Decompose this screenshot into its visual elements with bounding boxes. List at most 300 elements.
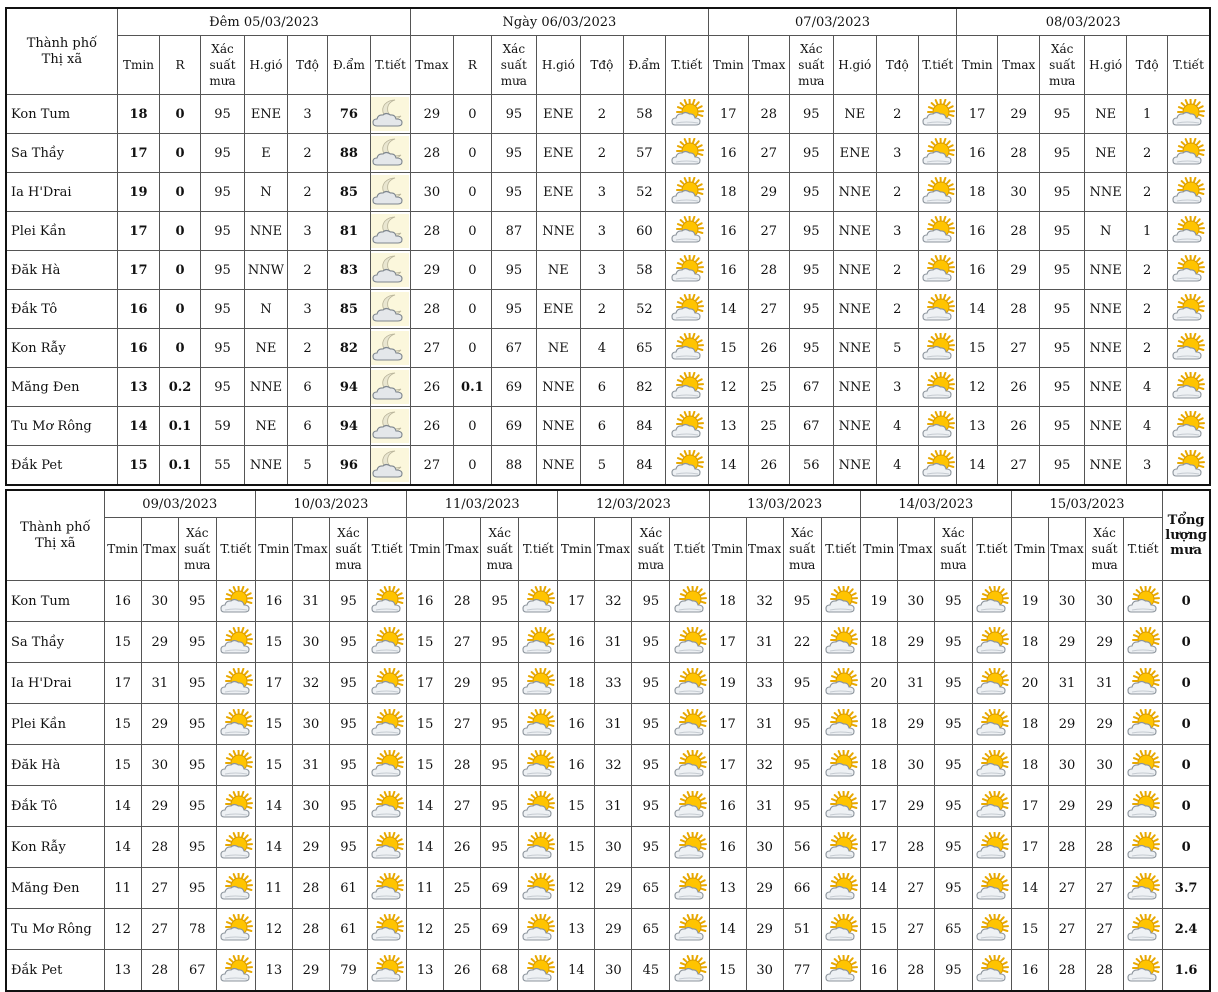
sun-cloud-icon bbox=[822, 750, 860, 780]
value-cell: 15 bbox=[957, 329, 997, 368]
moon-cloud-icon bbox=[371, 175, 410, 209]
value-cell: 15 bbox=[104, 745, 141, 786]
weather-icon-cell bbox=[368, 745, 407, 786]
value-cell: 2 bbox=[287, 173, 327, 212]
value-cell: 30 bbox=[897, 745, 934, 786]
value-cell: 16 bbox=[708, 134, 748, 173]
value-cell: 30 bbox=[1086, 745, 1124, 786]
value-cell: 32 bbox=[595, 745, 632, 786]
value-cell: 30 bbox=[1049, 581, 1086, 622]
value-cell: 2 bbox=[287, 134, 327, 173]
value-cell: 0 bbox=[453, 173, 491, 212]
value-cell: 29 bbox=[746, 868, 783, 909]
value-cell: 95 bbox=[934, 581, 972, 622]
value-cell: 95 bbox=[783, 786, 821, 827]
weather-icon-cell bbox=[919, 212, 957, 251]
moon-cloud-icon bbox=[371, 214, 410, 248]
sun-cloud-icon bbox=[822, 955, 860, 985]
value-cell: 14 bbox=[708, 290, 748, 329]
sun-cloud-icon bbox=[822, 668, 860, 698]
value-cell: 12 bbox=[708, 368, 748, 407]
sun-cloud-icon bbox=[519, 914, 557, 944]
city-column-header-line: Thành phố bbox=[20, 520, 90, 535]
value-cell: 67 bbox=[789, 407, 834, 446]
value-cell: 19 bbox=[117, 173, 159, 212]
value-cell: 17 bbox=[255, 663, 292, 704]
city-name: Plei Kần bbox=[6, 212, 117, 251]
city-name: Đắk Pet bbox=[6, 446, 117, 486]
value-cell: 12 bbox=[255, 909, 292, 950]
value-cell: 14 bbox=[558, 950, 595, 992]
value-cell: 31 bbox=[595, 704, 632, 745]
sun-cloud-icon bbox=[919, 411, 956, 441]
sun-cloud-icon bbox=[1124, 914, 1162, 944]
sun-cloud-icon bbox=[973, 750, 1011, 780]
value-cell: 16 bbox=[558, 704, 595, 745]
value-cell: 19 bbox=[860, 581, 897, 622]
column-header: Tđộ bbox=[1127, 36, 1167, 95]
value-cell: 26 bbox=[411, 407, 453, 446]
value-cell: 31 bbox=[292, 745, 329, 786]
weather-icon-cell bbox=[1167, 212, 1210, 251]
value-cell: 16 bbox=[117, 329, 159, 368]
value-cell: 58 bbox=[623, 251, 665, 290]
sun-cloud-icon bbox=[519, 750, 557, 780]
value-cell: 95 bbox=[492, 134, 537, 173]
sun-cloud-icon bbox=[519, 668, 557, 698]
value-cell: 95 bbox=[783, 745, 821, 786]
city-name: Tu Mơ Rông bbox=[6, 909, 104, 950]
sun-cloud-icon bbox=[1168, 372, 1209, 402]
weather-icon-cell bbox=[666, 251, 709, 290]
value-cell: 95 bbox=[178, 581, 216, 622]
value-cell: 31 bbox=[897, 663, 934, 704]
column-header: Xác suất mưa bbox=[789, 36, 834, 95]
value-cell: 95 bbox=[492, 290, 537, 329]
column-header: Xác suất mưa bbox=[632, 518, 670, 581]
value-cell: 65 bbox=[934, 909, 972, 950]
value-cell: 82 bbox=[623, 368, 665, 407]
sun-cloud-icon bbox=[1124, 832, 1162, 862]
sun-cloud-icon bbox=[666, 99, 708, 129]
value-cell: 95 bbox=[200, 368, 245, 407]
weather-icon-cell bbox=[1167, 446, 1210, 486]
value-cell: 0.1 bbox=[453, 368, 491, 407]
value-cell: 95 bbox=[934, 950, 972, 992]
value-cell: 16 bbox=[104, 581, 141, 622]
value-cell: NNE bbox=[834, 407, 876, 446]
value-cell: 95 bbox=[178, 622, 216, 663]
value-cell: 27 bbox=[749, 134, 789, 173]
weather-icon-cell bbox=[670, 581, 709, 622]
value-cell: 61 bbox=[329, 868, 367, 909]
value-cell: 11 bbox=[104, 868, 141, 909]
value-cell: 6 bbox=[581, 407, 623, 446]
city-name: Plei Kần bbox=[6, 704, 104, 745]
sun-cloud-icon bbox=[1168, 255, 1209, 285]
value-cell: 16 bbox=[708, 212, 748, 251]
value-cell: NNE bbox=[834, 251, 876, 290]
value-cell: 95 bbox=[178, 704, 216, 745]
value-cell: 32 bbox=[292, 663, 329, 704]
value-cell: 2 bbox=[876, 290, 918, 329]
sun-cloud-icon bbox=[666, 333, 708, 363]
weather-icon-cell bbox=[821, 622, 860, 663]
value-cell: 29 bbox=[141, 622, 178, 663]
weather-icon-cell bbox=[821, 745, 860, 786]
sun-cloud-icon bbox=[1124, 873, 1162, 903]
value-cell: NNE bbox=[1084, 407, 1126, 446]
city-column-header-line: Thành phố bbox=[27, 36, 97, 51]
value-cell: 30 bbox=[746, 950, 783, 992]
value-cell: 28 bbox=[444, 745, 481, 786]
value-cell: 67 bbox=[789, 368, 834, 407]
value-cell: 32 bbox=[746, 745, 783, 786]
value-cell: 95 bbox=[632, 786, 670, 827]
value-cell: 0 bbox=[160, 251, 200, 290]
value-cell: 22 bbox=[783, 622, 821, 663]
value-cell: 59 bbox=[200, 407, 245, 446]
date-group-header: 13/03/2023 bbox=[709, 490, 860, 518]
city-name: Đăk Hà bbox=[6, 745, 104, 786]
total-rain-value: 2.4 bbox=[1163, 909, 1210, 950]
sun-cloud-icon bbox=[217, 668, 255, 698]
value-cell: 28 bbox=[1049, 827, 1086, 868]
value-cell: 0 bbox=[160, 290, 200, 329]
value-cell: 29 bbox=[444, 663, 481, 704]
value-cell: 55 bbox=[200, 446, 245, 486]
column-header: Tmin bbox=[558, 518, 595, 581]
table-row bbox=[6, 786, 1210, 827]
value-cell: 95 bbox=[329, 786, 367, 827]
value-cell: 3 bbox=[876, 134, 918, 173]
value-cell: 85 bbox=[328, 173, 370, 212]
value-cell: 95 bbox=[934, 745, 972, 786]
forecast-table-short-term bbox=[5, 7, 1211, 486]
weather-icon-cell bbox=[519, 663, 558, 704]
value-cell: 0 bbox=[160, 95, 200, 134]
weather-icon-cell bbox=[670, 786, 709, 827]
total-rain-value: 0 bbox=[1163, 622, 1210, 663]
value-cell: 28 bbox=[411, 212, 453, 251]
column-header: T.tiết bbox=[670, 518, 709, 581]
value-cell: 16 bbox=[957, 251, 997, 290]
value-cell: NNE bbox=[1084, 251, 1126, 290]
value-cell: NE bbox=[536, 251, 581, 290]
value-cell: 13 bbox=[709, 868, 746, 909]
value-cell: 28 bbox=[997, 290, 1039, 329]
value-cell: 95 bbox=[200, 329, 245, 368]
value-cell: 95 bbox=[481, 704, 519, 745]
value-cell: 95 bbox=[200, 251, 245, 290]
weather-icon-cell bbox=[519, 622, 558, 663]
value-cell: 56 bbox=[789, 446, 834, 486]
value-cell: 17 bbox=[558, 581, 595, 622]
city-name: Kon Tum bbox=[6, 581, 104, 622]
value-cell: 95 bbox=[789, 173, 834, 212]
sun-cloud-icon bbox=[822, 627, 860, 657]
value-cell: 95 bbox=[632, 581, 670, 622]
value-cell: N bbox=[245, 290, 287, 329]
sun-cloud-icon bbox=[919, 294, 956, 324]
sun-cloud-icon bbox=[1124, 955, 1162, 985]
value-cell: 28 bbox=[1086, 950, 1124, 992]
value-cell: 18 bbox=[1011, 622, 1048, 663]
value-cell: 16 bbox=[117, 290, 159, 329]
value-cell: 95 bbox=[789, 290, 834, 329]
value-cell: 16 bbox=[558, 622, 595, 663]
weather-icon-cell bbox=[972, 868, 1011, 909]
value-cell: 83 bbox=[328, 251, 370, 290]
value-cell: 27 bbox=[1049, 909, 1086, 950]
value-cell: 20 bbox=[1011, 663, 1048, 704]
value-cell: 95 bbox=[1040, 368, 1085, 407]
value-cell: 30 bbox=[292, 704, 329, 745]
value-cell: 0 bbox=[453, 290, 491, 329]
weather-icon-cell bbox=[1124, 827, 1163, 868]
value-cell: 15 bbox=[104, 622, 141, 663]
value-cell: 2 bbox=[1127, 329, 1167, 368]
weather-icon-cell bbox=[370, 329, 410, 368]
city-name: Đắk Tô bbox=[6, 786, 104, 827]
weather-icon-cell bbox=[821, 663, 860, 704]
column-header: Xác suất mưa bbox=[1040, 36, 1085, 95]
weather-icon-cell bbox=[919, 173, 957, 212]
value-cell: 31 bbox=[1049, 663, 1086, 704]
column-header: H.gió bbox=[245, 36, 287, 95]
sun-cloud-icon bbox=[822, 914, 860, 944]
value-cell: 29 bbox=[1086, 704, 1124, 745]
value-cell: NNE bbox=[834, 329, 876, 368]
weather-icon-cell bbox=[368, 868, 407, 909]
value-cell: 29 bbox=[1086, 622, 1124, 663]
value-cell: 95 bbox=[783, 581, 821, 622]
value-cell: NNE bbox=[1084, 173, 1126, 212]
value-cell: 31 bbox=[292, 581, 329, 622]
value-cell: 29 bbox=[292, 827, 329, 868]
value-cell: 45 bbox=[632, 950, 670, 992]
value-cell: 17 bbox=[407, 663, 444, 704]
sun-cloud-icon bbox=[1124, 586, 1162, 616]
value-cell: 28 bbox=[1049, 950, 1086, 992]
weather-icon-cell bbox=[919, 368, 957, 407]
value-cell: 28 bbox=[292, 868, 329, 909]
sun-cloud-icon bbox=[822, 709, 860, 739]
value-cell: 3 bbox=[876, 212, 918, 251]
value-cell: 65 bbox=[632, 868, 670, 909]
sun-cloud-icon bbox=[666, 372, 708, 402]
value-cell: 18 bbox=[117, 95, 159, 134]
weather-icon-cell bbox=[821, 909, 860, 950]
weather-icon-cell bbox=[1124, 704, 1163, 745]
value-cell: 15 bbox=[558, 786, 595, 827]
value-cell: NE bbox=[245, 407, 287, 446]
value-cell: 5 bbox=[876, 329, 918, 368]
value-cell: 26 bbox=[444, 827, 481, 868]
weather-icon-cell bbox=[368, 827, 407, 868]
weather-icon-cell bbox=[216, 704, 255, 745]
sun-cloud-icon bbox=[519, 627, 557, 657]
value-cell: 31 bbox=[746, 622, 783, 663]
city-name: Sa Thầy bbox=[6, 622, 104, 663]
column-header: Tmin bbox=[957, 36, 997, 95]
sun-cloud-icon bbox=[973, 668, 1011, 698]
weather-icon-cell bbox=[821, 704, 860, 745]
value-cell: 20 bbox=[860, 663, 897, 704]
value-cell: 95 bbox=[632, 663, 670, 704]
weather-icon-cell bbox=[670, 663, 709, 704]
sun-cloud-icon bbox=[1124, 791, 1162, 821]
total-rain-header-line: Tổng bbox=[1168, 513, 1205, 528]
sun-cloud-icon bbox=[822, 832, 860, 862]
value-cell: 15 bbox=[407, 704, 444, 745]
value-cell: NNE bbox=[536, 446, 581, 486]
value-cell: NNE bbox=[536, 212, 581, 251]
city-name: Kon Tum bbox=[6, 95, 117, 134]
weather-icon-cell bbox=[368, 950, 407, 992]
value-cell: 95 bbox=[934, 622, 972, 663]
value-cell: 16 bbox=[957, 212, 997, 251]
column-header: Tmax bbox=[595, 518, 632, 581]
weather-icon-cell bbox=[519, 745, 558, 786]
value-cell: 15 bbox=[255, 704, 292, 745]
weather-icon-cell bbox=[519, 868, 558, 909]
value-cell: 1 bbox=[1127, 95, 1167, 134]
value-cell: 17 bbox=[1011, 786, 1048, 827]
value-cell: 0.2 bbox=[160, 368, 200, 407]
value-cell: 5 bbox=[581, 446, 623, 486]
weather-icon-cell bbox=[666, 290, 709, 329]
value-cell: 95 bbox=[789, 134, 834, 173]
value-cell: 15 bbox=[407, 622, 444, 663]
weather-icon-cell bbox=[1167, 251, 1210, 290]
value-cell: 30 bbox=[292, 786, 329, 827]
date-group-header: 15/03/2023 bbox=[1011, 490, 1162, 518]
weather-icon-cell bbox=[670, 745, 709, 786]
column-header: Tmin bbox=[860, 518, 897, 581]
value-cell: 95 bbox=[178, 663, 216, 704]
value-cell: 2 bbox=[581, 95, 623, 134]
date-group-header: Ngày 06/03/2023 bbox=[411, 8, 708, 36]
sun-cloud-icon bbox=[368, 873, 406, 903]
sun-cloud-icon bbox=[670, 914, 708, 944]
sun-cloud-icon bbox=[919, 216, 956, 246]
city-name: Đắk Tô bbox=[6, 290, 117, 329]
column-header: T.tiết bbox=[370, 36, 410, 95]
sun-cloud-icon bbox=[666, 411, 708, 441]
table-row bbox=[6, 663, 1210, 704]
weather-icon-cell bbox=[368, 581, 407, 622]
weather-icon-cell bbox=[368, 622, 407, 663]
value-cell: NNE bbox=[834, 173, 876, 212]
value-cell: 69 bbox=[481, 868, 519, 909]
value-cell: 17 bbox=[860, 827, 897, 868]
value-cell: 15 bbox=[104, 704, 141, 745]
weather-icon-cell bbox=[919, 329, 957, 368]
sun-cloud-icon bbox=[919, 255, 956, 285]
value-cell: 32 bbox=[595, 581, 632, 622]
value-cell: 30 bbox=[411, 173, 453, 212]
value-cell: NNE bbox=[536, 407, 581, 446]
value-cell: 65 bbox=[632, 909, 670, 950]
value-cell: NNE bbox=[245, 212, 287, 251]
weather-icon-cell bbox=[670, 909, 709, 950]
column-header: T.tiết bbox=[821, 518, 860, 581]
sun-cloud-icon bbox=[670, 750, 708, 780]
value-cell: 4 bbox=[1127, 368, 1167, 407]
value-cell: 67 bbox=[492, 329, 537, 368]
value-cell: 95 bbox=[934, 868, 972, 909]
value-cell: 52 bbox=[623, 290, 665, 329]
value-cell: 13 bbox=[957, 407, 997, 446]
value-cell: NNE bbox=[834, 212, 876, 251]
value-cell: 95 bbox=[1040, 134, 1085, 173]
value-cell: 95 bbox=[1040, 407, 1085, 446]
value-cell: 28 bbox=[997, 212, 1039, 251]
sun-cloud-icon bbox=[973, 709, 1011, 739]
value-cell: 14 bbox=[117, 407, 159, 446]
sun-cloud-icon bbox=[973, 914, 1011, 944]
value-cell: 28 bbox=[411, 290, 453, 329]
weather-icon-cell bbox=[670, 704, 709, 745]
weather-icon-cell bbox=[972, 909, 1011, 950]
sun-cloud-icon bbox=[217, 873, 255, 903]
value-cell: 3 bbox=[581, 173, 623, 212]
sun-cloud-icon bbox=[519, 955, 557, 985]
value-cell: 0 bbox=[453, 446, 491, 486]
value-cell: 14 bbox=[709, 909, 746, 950]
city-name: Đắk Pet bbox=[6, 950, 104, 992]
value-cell: 95 bbox=[934, 663, 972, 704]
moon-cloud-icon bbox=[371, 448, 410, 482]
value-cell: 27 bbox=[749, 212, 789, 251]
value-cell: 26 bbox=[444, 950, 481, 992]
column-header: R bbox=[160, 36, 200, 95]
value-cell: 14 bbox=[957, 290, 997, 329]
value-cell: 3 bbox=[287, 95, 327, 134]
column-header: Xác suất mưa bbox=[200, 36, 245, 95]
value-cell: 33 bbox=[746, 663, 783, 704]
value-cell: 77 bbox=[783, 950, 821, 992]
date-group-header: 10/03/2023 bbox=[255, 490, 406, 518]
sun-cloud-icon bbox=[217, 832, 255, 862]
value-cell: 17 bbox=[117, 212, 159, 251]
value-cell: 95 bbox=[1040, 290, 1085, 329]
value-cell: 6 bbox=[581, 368, 623, 407]
value-cell: 29 bbox=[997, 251, 1039, 290]
weather-icon-cell bbox=[370, 173, 410, 212]
value-cell: E bbox=[245, 134, 287, 173]
weather-icon-cell bbox=[666, 134, 709, 173]
table-row bbox=[6, 622, 1210, 663]
value-cell: 94 bbox=[328, 368, 370, 407]
sun-cloud-icon bbox=[1124, 627, 1162, 657]
value-cell: 15 bbox=[117, 446, 159, 486]
value-cell: 27 bbox=[444, 622, 481, 663]
city-name: Đăk Hà bbox=[6, 251, 117, 290]
value-cell: 30 bbox=[141, 745, 178, 786]
weather-icon-cell bbox=[666, 329, 709, 368]
column-header: T.tiết bbox=[919, 36, 957, 95]
value-cell: 27 bbox=[444, 704, 481, 745]
sun-cloud-icon bbox=[519, 791, 557, 821]
value-cell: 27 bbox=[1086, 909, 1124, 950]
sun-cloud-icon bbox=[919, 138, 956, 168]
value-cell: 13 bbox=[117, 368, 159, 407]
value-cell: NE bbox=[1084, 95, 1126, 134]
column-header: Xác suất mưa bbox=[329, 518, 367, 581]
value-cell: 14 bbox=[957, 446, 997, 486]
